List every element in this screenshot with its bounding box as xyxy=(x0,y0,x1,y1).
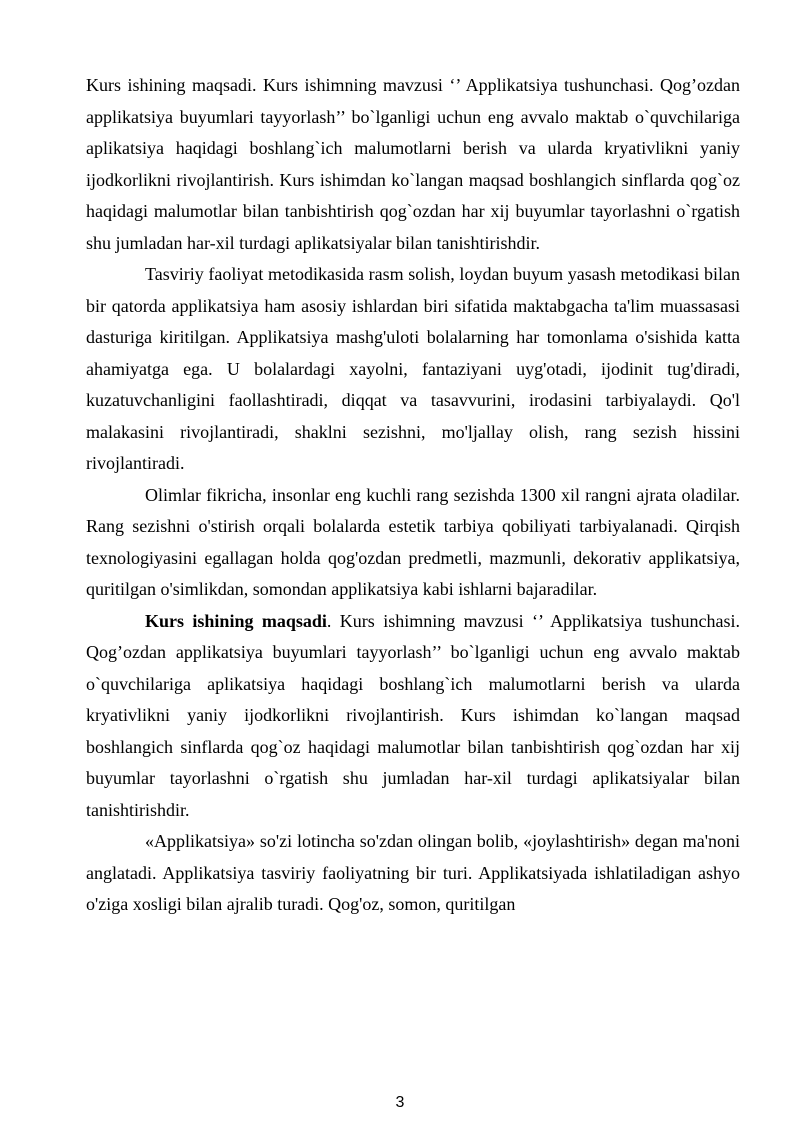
paragraph-3: Olimlar fikricha, insonlar eng kuchli rang sezishda 1300 xil rangni ajrata oladilar. Rang sezishni o'stirish orqali bolalarda estetik tarbiya qobiliyati tarbiyalanadi. Qirqish texnologiyasini egallagan holda qog'ozdan predmetli, mazmunli, dekorativ applikatsiya, quritilgan o'simlikdan, somondan applikatsiya kabi ishlarni bajaradilar. xyxy=(86,484,740,599)
paragraph-4-text: . Kurs ishimning mavzusi ‘’ Applikatsiya tushunchasi. Qog’ozdan applikatsiya buyumlari tayyorlash’’ bo`lganligi uchun eng avvalo maktab o`quvchilariga aplikatsiya haqidagi boshlang`ich malumotlarni berish va ularda kryativlikni yaniy ijodkorlikni rivojlantirish. Kurs ishimdan ko`langan maqsad boshlangich sinflarda qog`oz haqidagi malumotlar bilan tanbishtirish qog`ozdan har xij buyumlar tayorlashni o`rgatish shu jumladan har-xil turdagi aplikatsiyalar bilan tanishtirishdir. xyxy=(86,610,740,820)
paragraph-4-heading: Kurs ishining maqsadi xyxy=(145,610,327,631)
paragraph-5: «Applikatsiya» so'zi lotincha so'zdan olingan bolib, «joylashtirish» degan ma'noni anglatadi. Applikatsiya tasviriy faoliyatning bir turi. Applikatsiyada ishlatiladigan ashyo o'ziga xosligi bilan ajralib turadi. Qog'oz, somon, quritilgan xyxy=(86,831,740,914)
page-number: 3 xyxy=(395,1094,405,1111)
paragraph-2: Tasviriy faoliyat metodikasida rasm solish, loydan buyum yasash metodikasi bilan bir qatorda applikatsiya ham asosiy ishlardan biri sifatida maktabgacha ta'lim muassasasi dasturiga kiritilgan. Applikatsiya mashg'uloti bolalarning har tomonlama o'sishida katta ahamiyatga ega. U bolalardagi xayolni, fantaziyani uyg'otadi, ijodinit tug'diradi, kuzatuvchanligini faollashtiradi, diqqat va tasavvurini, irodasini tarbiyalaydi. Qo'l malakasini rivojlantiradi, shaklni sezishni, mo'ljallay olish, rang sezish hissini rivojlantiradi. xyxy=(86,264,740,473)
document-page xyxy=(86,70,740,921)
paragraph-1: Kurs ishining maqsadi. Kurs ishimning mavzusi ‘’ Applikatsiya tushunchasi. Qog’ozdan applikatsiya buyumlari tayyorlash’’ bo`lganligi uchun eng avvalo maktab o`quvchilariga aplikatsiya haqidagi boshlang`ich malumotlarni berish va ularda kryativlikni yaniy ijodkorlikni rivojlantirish. Kurs ishimdan ko`langan maqsad boshlangich sinflarda qog`oz haqidagi malumotlar bilan tanbishtirish qog`ozdan har xij buyumlar tayorlashni o`rgatish shu jumladan har-xil turdagi aplikatsiyalar bilan tanishtirishdir. xyxy=(86,75,740,253)
paragraph-4 xyxy=(86,606,740,827)
